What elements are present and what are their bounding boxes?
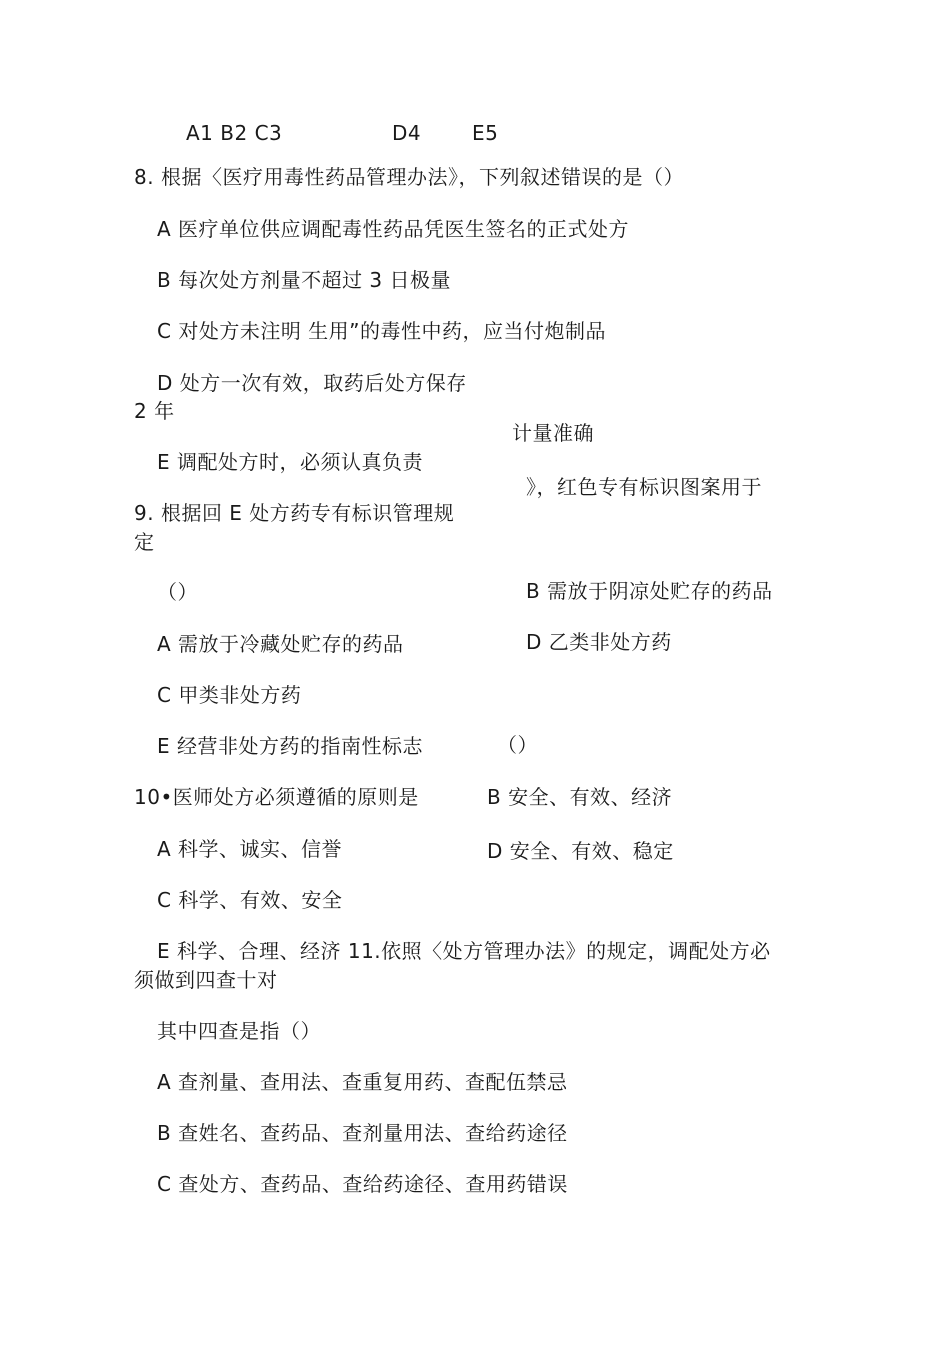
q8-option-a: A 医疗单位供应调配毒性药品凭医生签名的正式处方 <box>157 217 630 241</box>
q9-stem-continued: 定 <box>134 530 155 554</box>
q11-option-a: A 查剂量、查用法、查重复用药、查配伍禁忌 <box>157 1070 568 1094</box>
q9-option-a: A 需放于冷藏处贮存的药品 <box>157 632 404 656</box>
q10-option-e-and-q11-stem: E 科学、合理、经济 11.依照〈处方管理办法》的规定，调配处方必 <box>157 939 771 963</box>
q8-side-note: 计量准确 <box>512 421 594 445</box>
q8-option-c: C 对处方未注明 生用”的毒性中药，应当付炮制品 <box>157 319 607 343</box>
q8-option-e: E 调配处方时，必须认真负责 <box>157 450 423 474</box>
q10-option-c: C 科学、有效、安全 <box>157 888 343 912</box>
q9-stem: 9. 根据回 E 处方药专有标识管理规 <box>134 501 455 525</box>
q10-stem: 10•医师处方必须遵循的原则是 <box>134 785 419 809</box>
q11-option-c: C 查处方、查药品、查给药途径、查用药错误 <box>157 1172 568 1196</box>
q9-option-d: D 乙类非处方药 <box>526 630 672 654</box>
q8-option-b: B 每次处方剂量不超过 3 日极量 <box>157 268 452 292</box>
q9-trailing-blank: （） <box>497 733 538 757</box>
q8-option-d: D 处方一次有效，取药后处方保存 <box>157 371 467 395</box>
q11-stem: 其中四查是指（） <box>157 1019 321 1043</box>
q10-option-d: D 安全、有效、稳定 <box>487 839 674 863</box>
q9-option-e: E 经营非处方药的指南性标志 <box>157 734 423 758</box>
q9-option-c: C 甲类非处方药 <box>157 683 302 707</box>
q11-stem-continued: 须做到四查十对 <box>134 968 278 992</box>
q9-stem-right: 》，红色专有标识图案用于 <box>526 475 762 499</box>
q11-option-b: B 查姓名、查药品、查剂量用法、查给药途径 <box>157 1121 568 1145</box>
q9-option-b: B 需放于阴凉处贮存的药品 <box>526 579 773 603</box>
top-option-e: E5 <box>472 121 499 145</box>
q8-stem: 8. 根据〈医疗用毒性药品管理办法》，下列叙述错误的是（） <box>134 165 684 189</box>
q9-blank: （） <box>157 580 198 604</box>
q10-option-b: B 安全、有效、经济 <box>487 785 673 809</box>
q8-option-d-continued: 2 年 <box>134 399 175 423</box>
q10-option-a: A 科学、诚实、信誉 <box>157 837 343 861</box>
top-option-d: D4 <box>392 121 422 145</box>
top-options-abc: A1 B2 C3 <box>186 121 283 145</box>
